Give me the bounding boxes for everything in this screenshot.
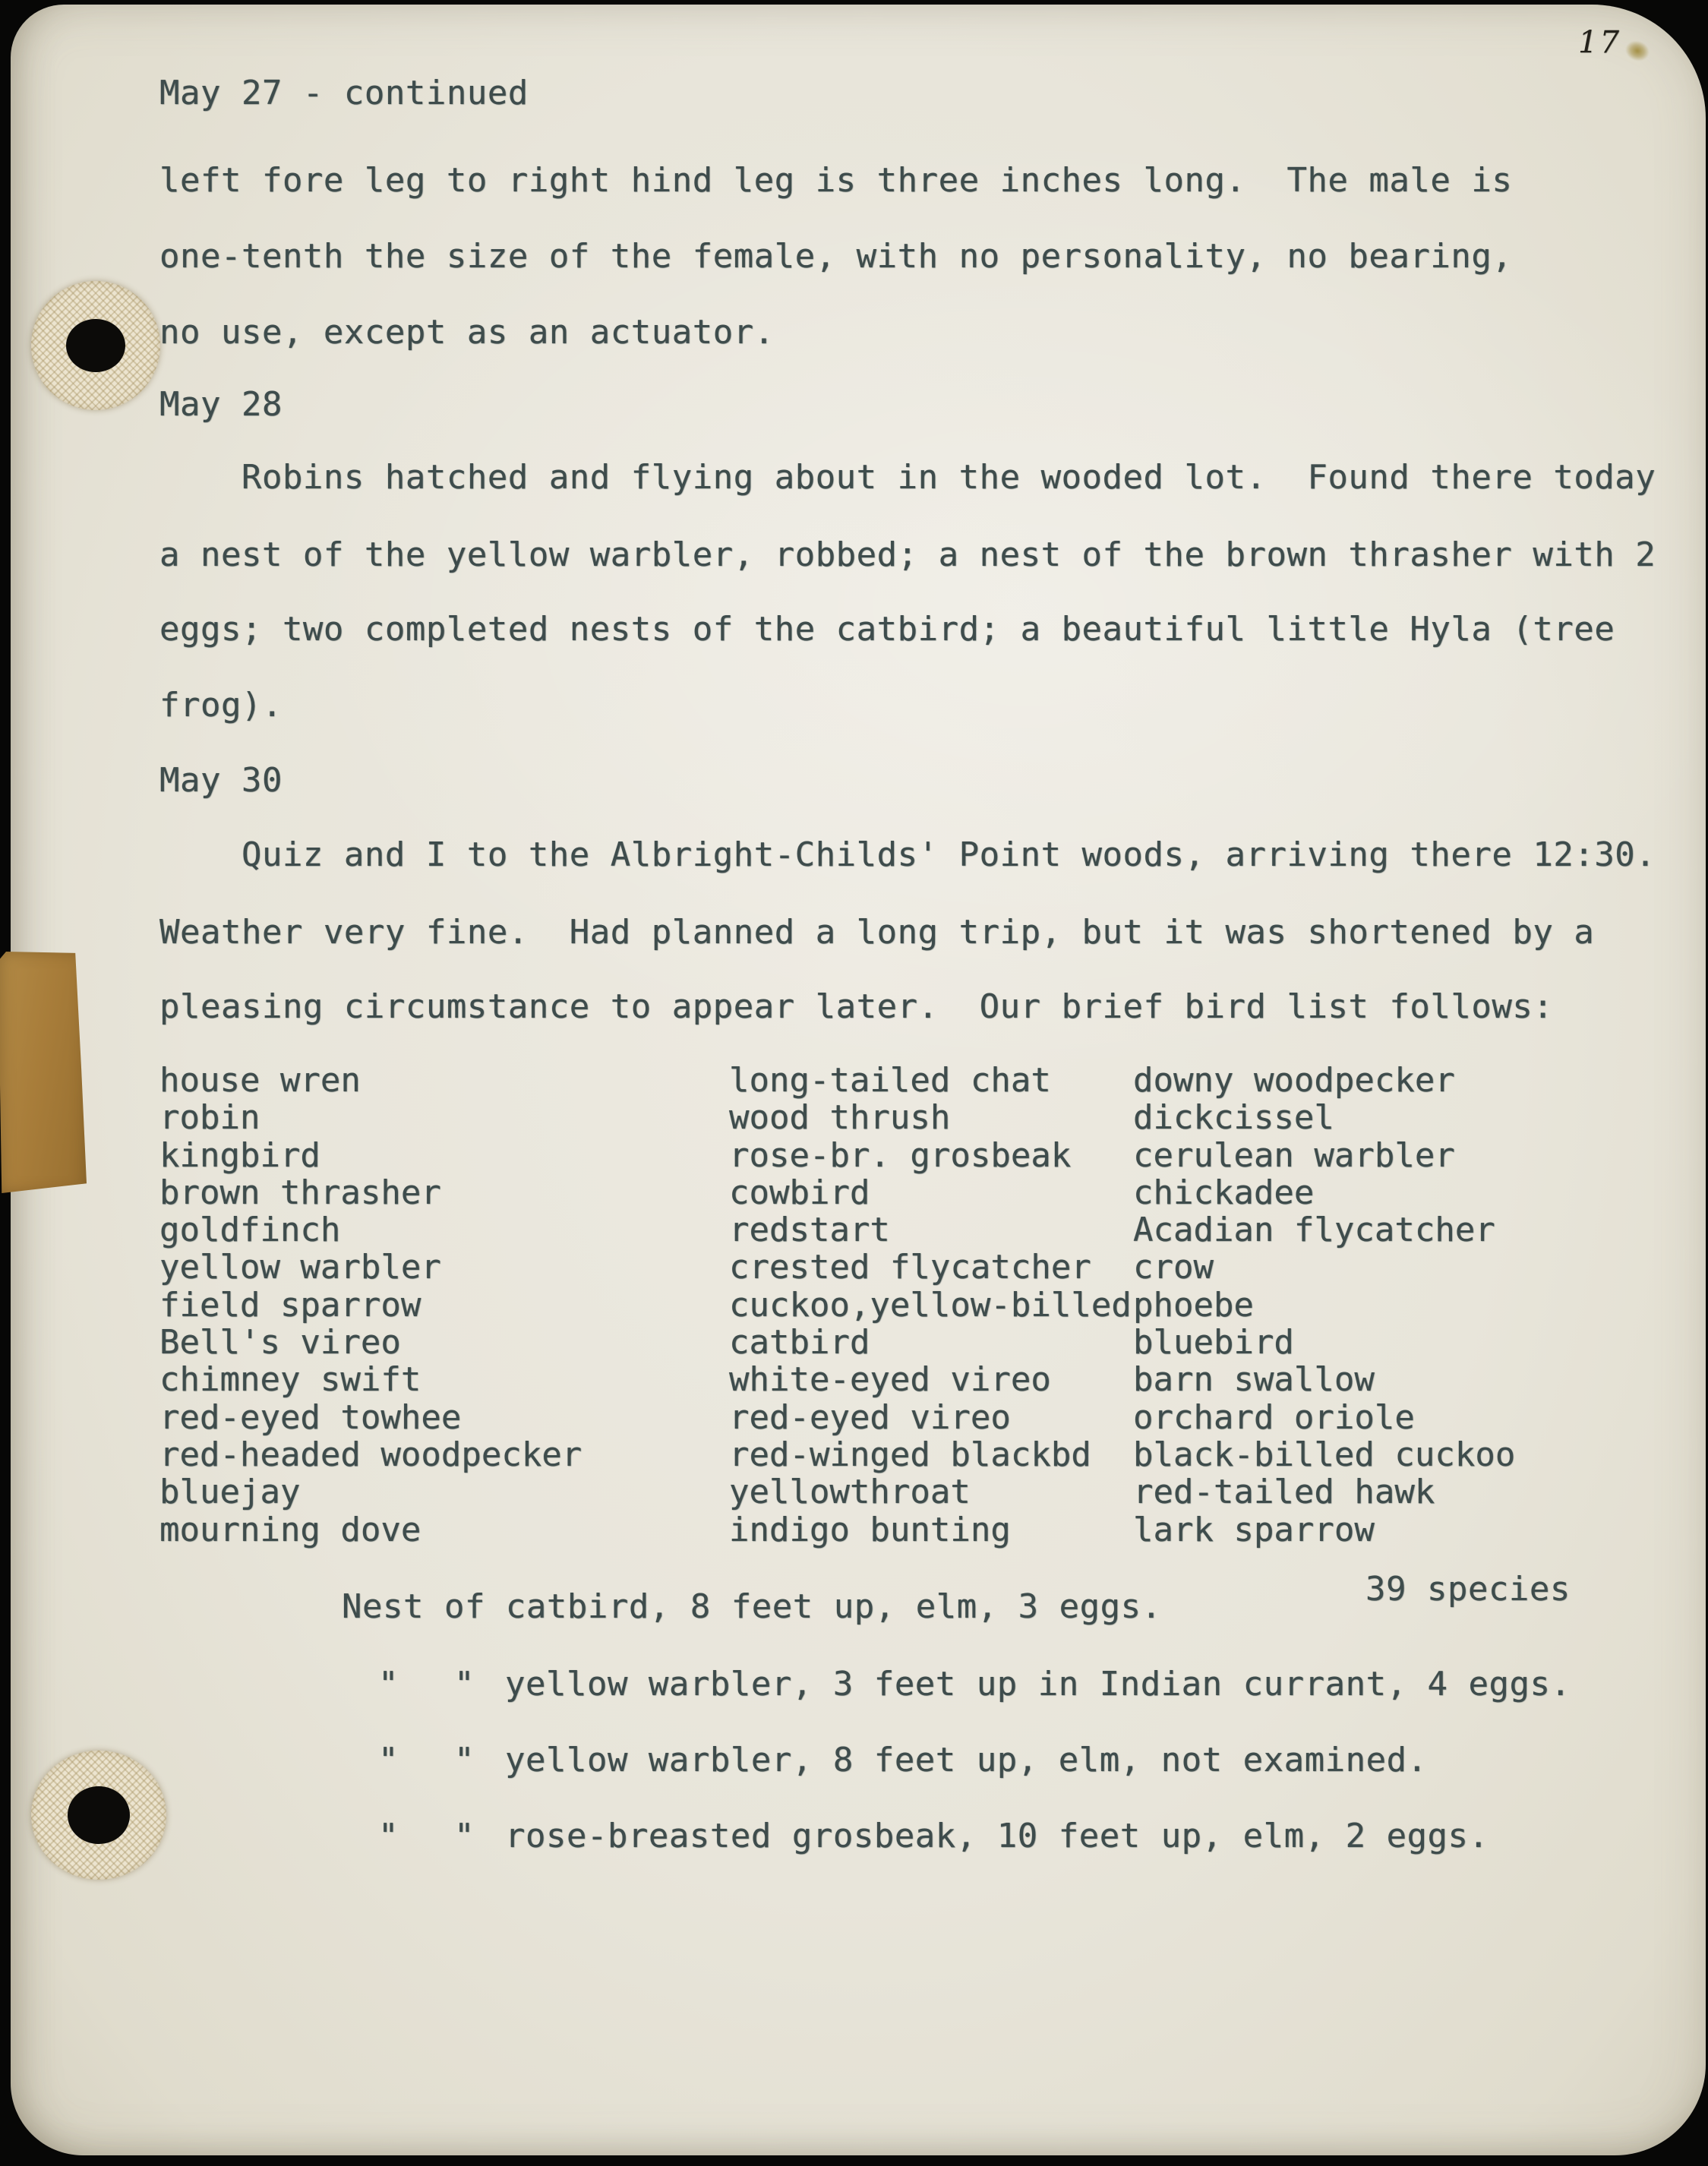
text-line: Quiz and I to the Albright-Childs' Point woods, arriving there 12:30. bbox=[159, 835, 1656, 874]
bird-species: yellowthroat bbox=[729, 1473, 971, 1512]
bird-species: robin bbox=[159, 1098, 260, 1138]
bird-species: house wren bbox=[159, 1061, 361, 1100]
text-line: one-tenth the size of the female, with no personality, no bearing, bbox=[159, 237, 1513, 276]
text-line: no use, except as an actuator. bbox=[159, 313, 775, 352]
species-total: 39 species bbox=[1365, 1570, 1571, 1609]
nest-record bbox=[378, 1817, 1669, 1863]
nest-record-text: yellow warbler, 8 feet up, elm, not examined. bbox=[505, 1741, 1428, 1779]
bird-species: kingbird bbox=[159, 1135, 320, 1175]
bird-species: chimney swift bbox=[159, 1360, 421, 1400]
bird-species: goldfinch bbox=[159, 1211, 341, 1250]
ditto-mark: " bbox=[378, 1665, 399, 1703]
bird-species: rose-br. grosbeak bbox=[729, 1135, 1072, 1175]
bird-species: chickadee bbox=[1133, 1173, 1315, 1212]
nest-record bbox=[378, 1741, 1669, 1787]
section-heading-may28: May 28 bbox=[159, 385, 283, 424]
bird-species: lark sparrow bbox=[1133, 1510, 1375, 1549]
bird-species: white-eyed vireo bbox=[729, 1360, 1051, 1400]
bird-species: orchard oriole bbox=[1133, 1397, 1415, 1437]
section-heading-may27: May 27 - continued bbox=[159, 74, 529, 112]
binding-tape bbox=[0, 952, 87, 1193]
ditto-mark: " bbox=[454, 1817, 475, 1855]
bird-species: red-eyed towhee bbox=[159, 1397, 462, 1437]
bird-species: bluebird bbox=[1133, 1323, 1294, 1362]
bird-list-column-2 bbox=[729, 1062, 1132, 1549]
bird-species: cerulean warbler bbox=[1133, 1135, 1455, 1175]
bird-species: dickcissel bbox=[1133, 1098, 1334, 1138]
ditto-mark: " bbox=[378, 1817, 399, 1855]
bird-species: bluejay bbox=[159, 1473, 301, 1512]
bird-species: wood thrush bbox=[729, 1098, 951, 1138]
nest-record bbox=[378, 1666, 1669, 1711]
nest-record-text: yellow warbler, 3 feet up in Indian currant, 4 eggs. bbox=[505, 1665, 1571, 1703]
text-line: pleasing circumstance to appear later. Our brief bird list follows: bbox=[159, 987, 1554, 1026]
text-line: left fore leg to right hind leg is three inches long. The male is bbox=[159, 161, 1513, 200]
text-line: Robins hatched and flying about in the wooded lot. Found there today bbox=[159, 458, 1656, 497]
ditto-mark: " bbox=[378, 1741, 399, 1779]
ditto-mark: " bbox=[454, 1665, 475, 1703]
bird-species: phoebe bbox=[1133, 1285, 1254, 1325]
bird-species: Acadian flycatcher bbox=[1133, 1211, 1495, 1250]
bird-species: field sparrow bbox=[159, 1285, 421, 1325]
bird-species: crow bbox=[1133, 1248, 1214, 1287]
bird-species: Bell's vireo bbox=[159, 1323, 401, 1362]
bird-species: downy woodpecker bbox=[1133, 1061, 1455, 1100]
bird-list-column-3 bbox=[1133, 1062, 1515, 1549]
bird-list-column-1 bbox=[159, 1062, 582, 1549]
section-heading-may30: May 30 bbox=[159, 761, 283, 800]
bird-species: mourning dove bbox=[159, 1510, 421, 1549]
punch-hole-reinforcement-top bbox=[31, 281, 160, 410]
bird-species: red-winged blackbd bbox=[729, 1435, 1091, 1474]
bird-species: barn swallow bbox=[1133, 1360, 1375, 1400]
bird-species: red-eyed vireo bbox=[729, 1397, 1011, 1437]
bird-species: red-tailed hawk bbox=[1133, 1473, 1435, 1512]
ink-smudge bbox=[1623, 38, 1652, 65]
nest-record-text: rose-breasted grosbeak, 10 feet up, elm, 2 eggs. bbox=[505, 1817, 1489, 1855]
punch-hole-reinforcement-bottom bbox=[31, 1751, 166, 1880]
text-line: frog). bbox=[159, 686, 283, 725]
text-line: a nest of the yellow warbler, robbed; a nest of the brown thrasher with 2 bbox=[159, 535, 1656, 574]
bird-species: cowbird bbox=[729, 1173, 870, 1212]
bird-species: yellow warbler bbox=[159, 1248, 441, 1287]
bird-species: catbird bbox=[729, 1323, 870, 1362]
journal-page bbox=[11, 5, 1706, 2155]
nest-record: Nest of catbird, 8 feet up, elm, 3 eggs. bbox=[342, 1587, 1162, 1626]
bird-species: black-billed cuckoo bbox=[1133, 1435, 1516, 1474]
punch-hole-top bbox=[66, 319, 125, 372]
text-line: Weather very fine. Had planned a long trip, but it was shortened by a bbox=[159, 913, 1595, 952]
bird-species: crested flycatcher bbox=[729, 1248, 1091, 1287]
bird-species: red-headed woodpecker bbox=[159, 1435, 582, 1474]
page-number: 17 bbox=[1578, 25, 1621, 60]
bird-species: indigo bunting bbox=[729, 1510, 1011, 1549]
bird-species: redstart bbox=[729, 1211, 890, 1250]
text-line: eggs; two completed nests of the catbird; a beautiful little Hyla (tree bbox=[159, 610, 1615, 649]
bird-species: brown thrasher bbox=[159, 1173, 441, 1212]
ditto-mark: " bbox=[454, 1741, 475, 1779]
punch-hole-bottom bbox=[68, 1786, 130, 1844]
bird-species: long-tailed chat bbox=[729, 1061, 1051, 1100]
bird-species: cuckoo,yellow-billed bbox=[729, 1285, 1132, 1325]
